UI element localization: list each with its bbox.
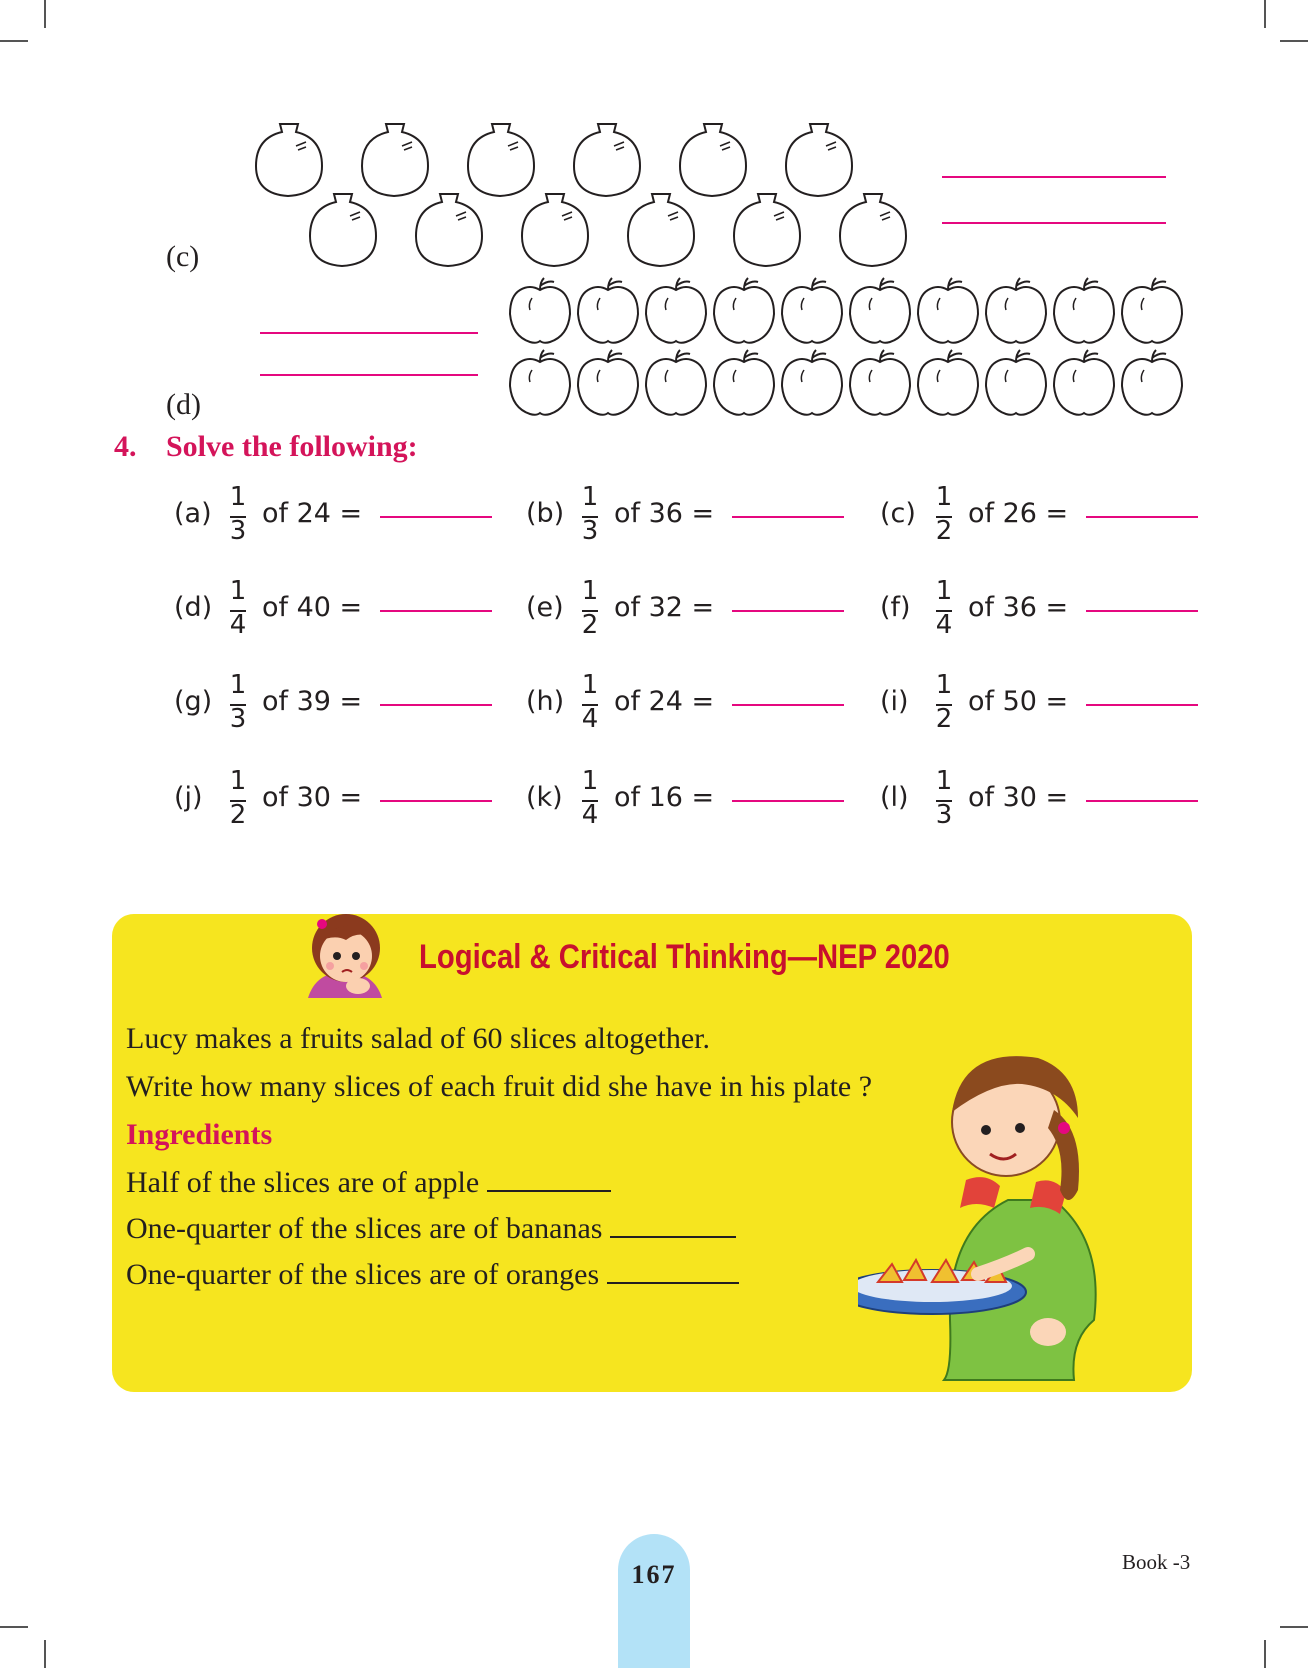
apple-icon: [986, 350, 1046, 415]
answer-line[interactable]: [380, 800, 492, 802]
problem-item: [880, 578, 1220, 638]
problem-item: [174, 578, 514, 638]
answer-line[interactable]: [1086, 516, 1198, 518]
problem-text: of 26 =: [968, 498, 1069, 529]
fraction-numerator: 1: [229, 576, 247, 606]
answer-blank[interactable]: [607, 1278, 739, 1284]
answer-line[interactable]: [732, 516, 844, 518]
problem-item: [880, 768, 1220, 828]
problem-label: (e): [526, 592, 564, 623]
answer-line[interactable]: [380, 704, 492, 706]
problem-label: (d): [174, 592, 213, 623]
fraction-numerator: 1: [581, 670, 599, 700]
answer-line[interactable]: [942, 176, 1166, 178]
fraction-denominator: 4: [935, 610, 953, 640]
pomegranate-icon: [256, 124, 322, 196]
problem-label: (b): [526, 498, 565, 529]
apple-icon: [782, 350, 842, 415]
fraction-numerator: 1: [581, 482, 599, 512]
question-heading: [114, 430, 418, 464]
fraction-denominator: 2: [935, 516, 953, 546]
pomegranate-icon: [786, 124, 852, 196]
problem-text: of 24 =: [614, 686, 715, 717]
crop-mark: [1264, 1640, 1266, 1668]
problem-label: (c): [880, 498, 916, 529]
answer-blank[interactable]: [487, 1186, 611, 1192]
answer-line[interactable]: [732, 704, 844, 706]
ingredient-item: [126, 1258, 739, 1292]
problem-text: of 39 =: [262, 686, 363, 717]
problem-text: of 36 =: [614, 498, 715, 529]
ingredient-text: One-quarter of the slices are of oranges: [126, 1258, 600, 1291]
problem-text: of 40 =: [262, 592, 363, 623]
answer-blank[interactable]: [610, 1232, 736, 1238]
fraction-numerator: 1: [935, 670, 953, 700]
fraction-denominator: 2: [229, 800, 247, 830]
fraction-denominator: 3: [935, 800, 953, 830]
problem-text: of 16 =: [614, 782, 715, 813]
fraction-numerator: 1: [229, 670, 247, 700]
apple-icon: [714, 350, 774, 415]
apple-icon: [646, 278, 706, 343]
fraction-numerator: 1: [935, 482, 953, 512]
problem-label: (l): [880, 782, 909, 813]
answer-line[interactable]: [1086, 704, 1198, 706]
problem-text: of 50 =: [968, 686, 1069, 717]
fraction-denominator: 4: [229, 610, 247, 640]
apple-icon: [850, 278, 910, 343]
answer-line[interactable]: [260, 332, 478, 334]
apple-icon: [1054, 278, 1114, 343]
problem-item: [174, 484, 514, 544]
pomegranate-icon: [628, 194, 694, 266]
answer-line[interactable]: [260, 374, 478, 376]
fraction-numerator: 1: [935, 766, 953, 796]
question-number: 4.: [114, 430, 137, 463]
problem-label: (f): [880, 592, 911, 623]
ingredient-item: [126, 1212, 736, 1246]
fraction-denominator: 3: [229, 704, 247, 734]
pomegranate-icon: [362, 124, 428, 196]
apple-icon: [646, 350, 706, 415]
apple-icon: [578, 278, 638, 343]
problem-label: (j): [174, 782, 203, 813]
answer-line[interactable]: [942, 222, 1166, 224]
fraction-numerator: 1: [581, 766, 599, 796]
crop-mark: [44, 0, 46, 28]
ingredient-text: Half of the slices are of apple: [126, 1166, 480, 1199]
problem-item: [526, 484, 866, 544]
box-text-line1: Lucy makes a fruits salad of 60 slices altogether.: [126, 1022, 710, 1055]
book-label: Book -3: [1122, 1550, 1191, 1574]
apple-icon: [986, 278, 1046, 343]
question-title: Solve the following:: [166, 430, 418, 463]
crop-mark: [1280, 1626, 1308, 1628]
pomegranate-icon: [522, 194, 588, 266]
pomegranate-icon: [416, 194, 482, 266]
fraction-numerator: 1: [229, 482, 247, 512]
crop-mark: [0, 40, 28, 42]
problem-text: of 32 =: [614, 592, 715, 623]
apple-icon: [1054, 350, 1114, 415]
pomegranate-icon: [468, 124, 534, 196]
page-number-tab: [618, 1534, 690, 1668]
fraction-denominator: 2: [935, 704, 953, 734]
problem-label: (g): [174, 686, 213, 717]
fraction-numerator: 1: [935, 576, 953, 606]
box-text-line2: Write how many slices of each fruit did she have in his plate ?: [126, 1070, 873, 1103]
box-title: Logical & Critical Thinking—NEP 2020: [419, 938, 950, 976]
apple-icon: [510, 278, 570, 343]
ingredient-text: One-quarter of the slices are of bananas: [126, 1212, 603, 1245]
fraction-denominator: 4: [581, 704, 599, 734]
crop-mark: [1264, 0, 1266, 28]
problem-item: [174, 672, 514, 732]
apple-icon: [782, 278, 842, 343]
problem-item: [526, 578, 866, 638]
problem-label: (i): [880, 686, 909, 717]
answer-line[interactable]: [380, 516, 492, 518]
problem-item: [880, 484, 1220, 544]
crop-mark: [0, 1626, 28, 1628]
problem-item: [880, 672, 1220, 732]
pomegranate-icon: [680, 124, 746, 196]
problem-item: [174, 768, 514, 828]
pomegranate-icon: [840, 194, 906, 266]
answer-line[interactable]: [380, 610, 492, 612]
problem-text: of 36 =: [968, 592, 1069, 623]
answer-line[interactable]: [732, 800, 844, 802]
problem-text: of 30 =: [968, 782, 1069, 813]
apple-icon: [578, 350, 638, 415]
apple-group: [506, 272, 1196, 418]
ingredients-heading: Ingredients: [126, 1118, 273, 1151]
crop-mark: [44, 1640, 46, 1668]
apple-icon: [850, 350, 910, 415]
fraction-denominator: 4: [581, 800, 599, 830]
apple-icon: [918, 350, 978, 415]
problem-label: (a): [174, 498, 212, 529]
fraction-numerator: 1: [229, 766, 247, 796]
apple-icon: [510, 350, 570, 415]
apple-icon: [714, 278, 774, 343]
part-label-d: (d): [166, 388, 201, 421]
problem-label: (h): [526, 686, 565, 717]
fraction-denominator: 2: [581, 610, 599, 640]
problem-label: (k): [526, 782, 563, 813]
apple-icon: [918, 278, 978, 343]
pomegranate-icon: [574, 124, 640, 196]
thinking-girl-icon: [302, 902, 388, 1002]
fraction-numerator: 1: [581, 576, 599, 606]
girl-with-plate-illustration: [858, 1050, 1158, 1392]
apple-icon: [1122, 350, 1182, 415]
pomegranate-group: [250, 110, 930, 270]
answer-line[interactable]: [1086, 610, 1198, 612]
problem-item: [526, 672, 866, 732]
apple-icon: [1122, 278, 1182, 343]
part-label-c: (c): [166, 240, 200, 273]
problem-text: of 30 =: [262, 782, 363, 813]
answer-line[interactable]: [1086, 800, 1198, 802]
problem-text: of 24 =: [262, 498, 363, 529]
pomegranate-icon: [310, 194, 376, 266]
ingredient-item: [126, 1166, 611, 1200]
problem-item: [526, 768, 866, 828]
crop-mark: [1280, 40, 1308, 42]
page-number: 167: [631, 1560, 677, 1589]
fraction-denominator: 3: [581, 516, 599, 546]
fraction-denominator: 3: [229, 516, 247, 546]
answer-line[interactable]: [732, 610, 844, 612]
pomegranate-icon: [734, 194, 800, 266]
